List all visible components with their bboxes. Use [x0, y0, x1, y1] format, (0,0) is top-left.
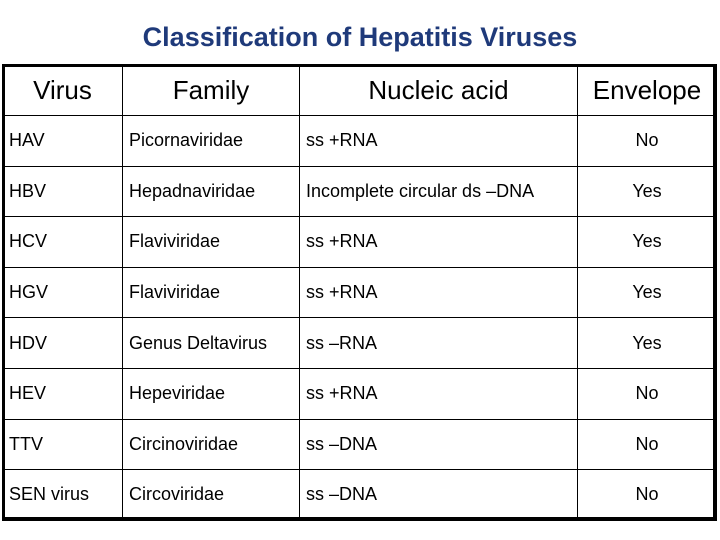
- cell-nucleic-acid: ss +RNA: [300, 267, 578, 318]
- cell-envelope: No: [578, 116, 717, 167]
- cell-family: Circoviridae: [123, 470, 300, 521]
- cell-envelope: Yes: [578, 217, 717, 268]
- cell-virus: HGV: [3, 267, 123, 318]
- cell-envelope: No: [578, 470, 717, 521]
- header-nucleic-acid: Nucleic acid: [300, 65, 578, 116]
- cell-envelope: No: [578, 419, 717, 470]
- cell-nucleic-acid: ss –RNA: [300, 318, 578, 369]
- cell-family: Hepadnaviridae: [123, 166, 300, 217]
- cell-family: Circinoviridae: [123, 419, 300, 470]
- cell-nucleic-acid: ss +RNA: [300, 217, 578, 268]
- cell-virus: HCV: [3, 217, 123, 268]
- cell-envelope: No: [578, 368, 717, 419]
- cell-virus: HEV: [3, 368, 123, 419]
- header-virus: Virus: [3, 65, 123, 116]
- cell-nucleic-acid: ss +RNA: [300, 368, 578, 419]
- cell-family: Flaviviridae: [123, 217, 300, 268]
- cell-nucleic-acid: ss –DNA: [300, 470, 578, 521]
- cell-family: Flaviviridae: [123, 267, 300, 318]
- cell-envelope: Yes: [578, 166, 717, 217]
- cell-virus: TTV: [3, 419, 123, 470]
- cell-envelope: Yes: [578, 267, 717, 318]
- header-envelope: Envelope: [578, 65, 717, 116]
- cell-nucleic-acid: Incomplete circular ds –DNA: [300, 166, 578, 217]
- cell-envelope: Yes: [578, 318, 717, 369]
- header-family: Family: [123, 65, 300, 116]
- cell-virus: HDV: [3, 318, 123, 369]
- cell-nucleic-acid: ss +RNA: [300, 116, 578, 167]
- slide-title: Classification of Hepatitis Viruses: [142, 22, 578, 52]
- cell-family: Hepeviridae: [123, 368, 300, 419]
- table-outer-border: [2, 64, 716, 520]
- cell-virus: HAV: [3, 116, 123, 167]
- cell-virus: HBV: [3, 166, 123, 217]
- cell-virus: SEN virus: [3, 470, 123, 521]
- cell-family: Genus Deltavirus: [123, 318, 300, 369]
- cell-nucleic-acid: ss –DNA: [300, 419, 578, 470]
- cell-family: Picornaviridae: [123, 116, 300, 167]
